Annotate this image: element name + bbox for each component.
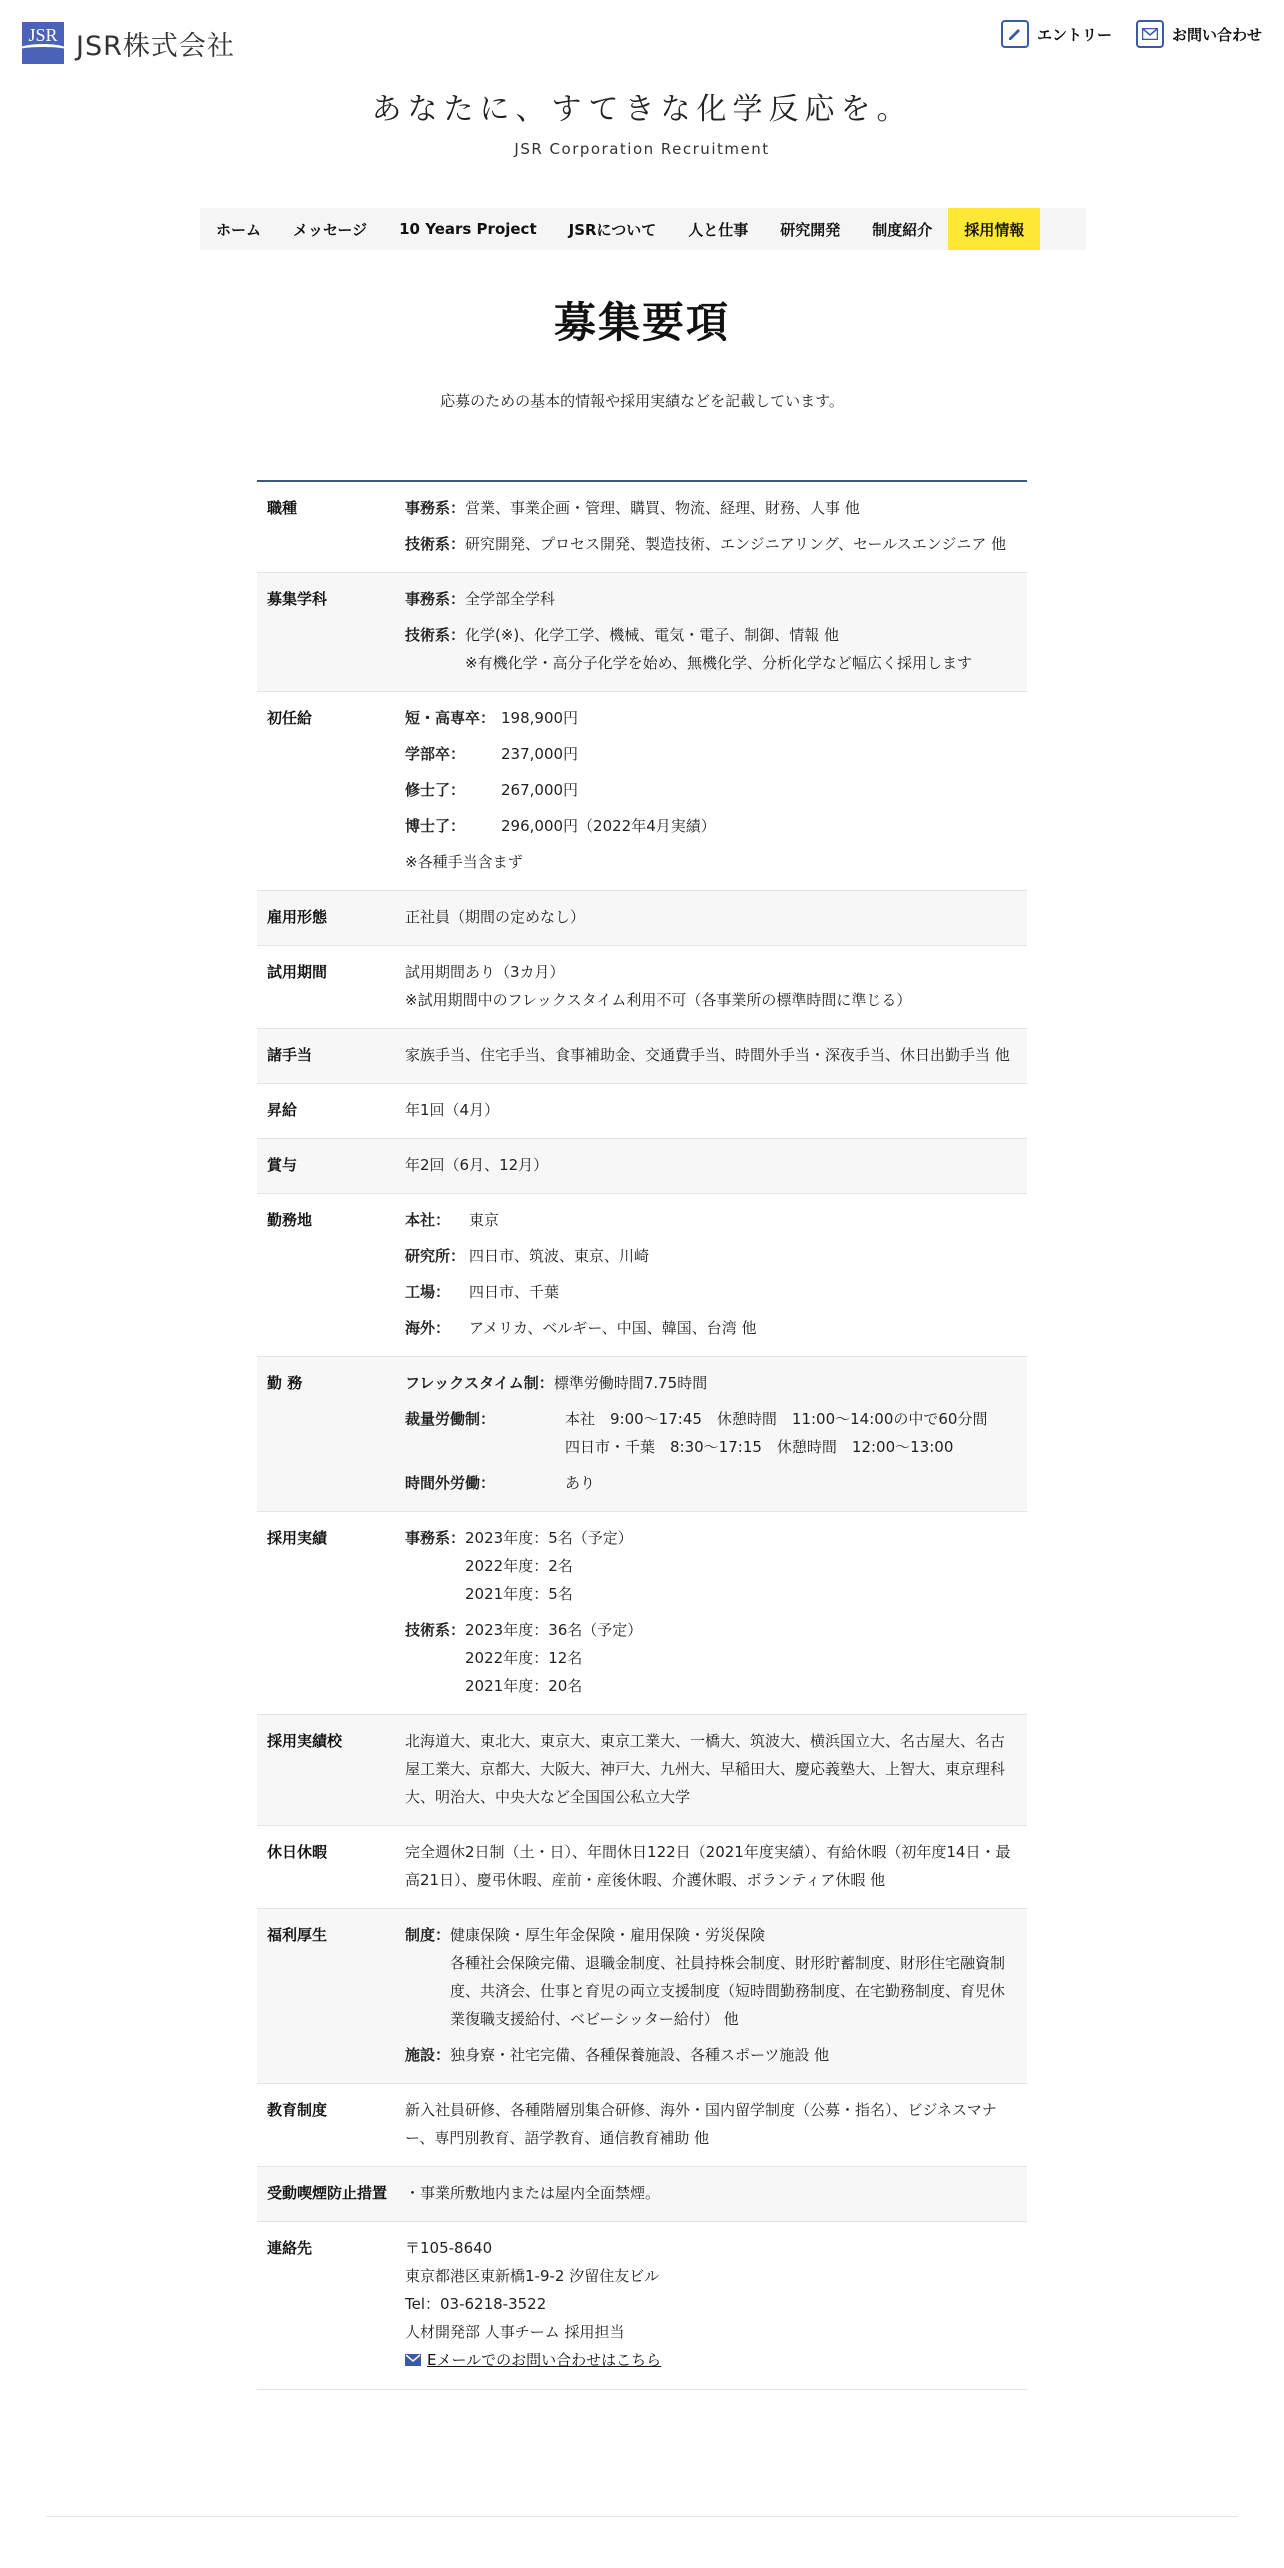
overtime-value: あり [565,1474,596,1492]
mail-icon [1136,20,1164,48]
discretionary-line: 四日市・千葉 8:30～17:15 休憩時間 12:00～13:00 [565,1438,954,1456]
page-lead: 応募のための基本的情報や採用実績などを記載しています。 [440,392,844,410]
record-line: 2021年度：5名 [465,1585,573,1603]
row-work-hours [257,1357,1027,1512]
location-value: 四日市、筑波、東京、川崎 [469,1247,650,1265]
record-line: 2021年度：20名 [465,1677,583,1695]
row-header: 雇用形態 [267,908,328,926]
row-header: 採用実績校 [267,1732,343,1750]
contact-label: お問い合わせ [1171,25,1262,44]
salary-value: 198,900円 [501,709,579,727]
row-header: 初任給 [267,709,313,727]
record-line: 2023年度：5名（予定） [465,1529,633,1547]
record-line: 2022年度：12名 [465,1649,583,1667]
subtagline: JSR Corporation Recruitment [514,140,770,158]
salary-value: 296,000円（2022年4月実績） [501,817,716,835]
row-value: 年2回（6月、12月） [405,1156,549,1174]
row-header: 賞与 [267,1156,298,1174]
row-header: 休日休暇 [267,1843,328,1861]
row-education [257,2084,1027,2167]
contact-tel: Tel：03-6218-3522 [405,2295,547,2313]
row-header: 昇給 [267,1101,298,1119]
overtime-label: 時間外労働： [405,1474,496,1492]
row-welfare [257,1909,1027,2084]
row-header: 福利厚生 [267,1926,328,1944]
top-links [1001,20,1262,48]
logo-wave-icon [22,44,64,58]
tech-note: ※有機化学・高分子化学を始め、無機化学、分析化学など幅広く採用します [465,654,972,672]
tech-label: 技術系： [405,535,466,553]
system-line: 各種社会保険完備、退職金制度、社員持株会制度、財形貯蓄制度、財形住宅融資制度、共済会、仕事と育児の両立支援制度（短時間勤務制度、在宅勤務制度、育児休業復職支援給付、ベビーシッター給付） 他 [450,1954,1006,2028]
pencil-icon [1001,20,1029,48]
footer-divider [46,2516,1238,2517]
record-line: 2023年度：36名（予定） [465,1621,643,1639]
tech-label: 技術系： [405,626,466,644]
row-header: 勤務地 [267,1211,313,1229]
record-line: 2022年度：2名 [465,1557,573,1575]
row-job [257,482,1027,573]
salary-label: 修士了： [405,781,466,799]
office-label: 事務系： [405,590,466,608]
nav-system[interactable]: 制度紹介 [872,220,933,239]
row-header: 教育制度 [267,2101,328,2119]
nav-about-jsr[interactable]: JSRについて [568,220,657,239]
row-allowance [257,1029,1027,1084]
row-bonus [257,1139,1027,1194]
email-inquiry-link[interactable] [405,2346,661,2374]
row-header: 職種 [267,499,298,517]
facility-value: 独身寮・社宅完備、各種保養施設、各種スポーツ施設 他 [450,2046,830,2064]
email-inquiry-label: Eメールでのお問い合わせはこちら [427,2351,662,2369]
location-label: 研究所： [405,1247,466,1265]
nav-people-work[interactable]: 人と仕事 [688,220,749,239]
salary-label: 短・高専卒： [405,709,496,727]
page-title: 募集要項 [553,298,730,347]
row-contact [257,2222,1027,2390]
nav-message[interactable]: メッセージ [293,220,368,239]
row-note: ※試用期間中のフレックスタイム利用不可（各事業所の標準時間に準じる） [405,991,912,1009]
row-raise [257,1084,1027,1139]
location-value: 四日市、千葉 [469,1283,560,1301]
row-location [257,1194,1027,1357]
row-header: 受動喫煙防止措置 [267,2184,388,2202]
row-value: 家族手当、住宅手当、食事補助金、交通費手当、時間外手当・深夜手当、休日出勤手当 他 [405,1046,1010,1064]
entry-label: エントリー [1036,25,1112,44]
row-header: 募集学科 [267,590,328,608]
row-salary [257,692,1027,891]
location-label: 本社： [405,1211,451,1229]
logo-mark-text: JSR [28,25,58,45]
flex-value: 標準労働時間7.75時間 [553,1374,708,1392]
salary-label: 学部卒： [405,745,466,763]
location-label: 工場： [405,1283,451,1301]
nav-recruit-info[interactable]: 採用情報 [948,208,1040,250]
logo[interactable] [22,22,235,64]
row-dept [257,573,1027,692]
row-header: 諸手当 [267,1046,313,1064]
discretionary-line: 本社 9:00～17:45 休憩時間 11:00～14:00の中で60分間 [565,1410,988,1428]
salary-label: 博士了： [405,817,466,835]
row-header: 連絡先 [267,2239,313,2257]
row-holidays [257,1826,1027,1909]
entry-link[interactable] [1001,20,1112,48]
tech-label: 技術系： [405,1621,466,1639]
row-header: 採用実績 [267,1529,328,1547]
site-header [0,0,1284,200]
contact-zip: 〒105-8640 [405,2239,493,2257]
contact-address: 東京都港区東新橋1-9-2 汐留住友ビル [405,2267,660,2285]
row-value: 試用期間あり（3カ月） [405,963,565,981]
row-smoking [257,2167,1027,2222]
row-schools [257,1715,1027,1826]
requirements-table [257,480,1027,2390]
row-value: 正社員（期間の定めなし） [405,908,586,926]
row-hiring-record [257,1512,1027,1715]
row-value: 北海道大、東北大、東京大、東京工業大、一橋大、筑波大、横浜国立大、名古屋大、名古屋工業大、京都大、大阪大、神戸大、九州大、早稲田大、慶応義塾大、上智大、東京理科大、明治大、中央大など全国国公私立大学 [405,1732,1006,1806]
office-label: 事務系： [405,1529,466,1547]
salary-value: 267,000円 [501,781,579,799]
salary-value: 237,000円 [501,745,579,763]
system-label: 制度： [405,1926,451,1944]
row-value: 完全週休2日制（土・日）、年間休日122日（2021年度実績）、有給休暇（初年度14日・最高21日）、慶弔休暇、産前・産後休暇、介護休暇、ボランティア休暇 他 [405,1843,1011,1889]
location-value: アメリカ、ベルギー、中国、韓国、台湾 他 [469,1319,757,1337]
contact-link[interactable] [1136,20,1262,48]
office-value: 営業、事業企画・管理、購買、物流、経理、財務、人事 他 [465,499,860,517]
facility-label: 施設： [405,2046,451,2064]
global-nav [200,208,1086,250]
salary-note: ※各種手当含まず [405,853,523,871]
jsr-logo-mark [22,22,64,64]
contact-dept: 人材開発部 人事チーム 採用担当 [405,2323,625,2341]
row-employment [257,891,1027,946]
location-label: 海外： [405,1319,451,1337]
row-value: 新入社員研修、各種階層別集合研修、海外・国内留学制度（公募・指名）、ビジネスマナー、専門別教育、語学教育、通信教育補助 他 [405,2101,997,2147]
tech-value: 研究開発、プロセス開発、製造技術、エンジニアリング、セールスエンジニア 他 [465,535,1007,553]
row-value: ・事業所敷地内または屋内全面禁煙。 [405,2184,661,2202]
tagline: あなたに、すてきな化学反応を。 [371,92,913,127]
mail-icon [405,2354,421,2366]
nav-10-years-project[interactable]: 10 Years Project [399,220,537,238]
flex-label: フレックスタイム制： [405,1374,554,1392]
row-header: 試用期間 [267,963,328,981]
office-value: 全学部全学科 [465,590,556,608]
system-line: 健康保険・厚生年金保険・雇用保険・労災保険 [450,1926,766,1944]
row-trial [257,946,1027,1029]
location-value: 東京 [469,1211,500,1229]
row-value: 年1回（4月） [405,1101,500,1119]
office-label: 事務系： [405,499,466,517]
nav-research[interactable]: 研究開発 [780,220,841,239]
row-header: 勤 務 [267,1374,303,1392]
discretionary-label: 裁量労働制： [405,1410,496,1428]
nav-home[interactable]: ホーム [216,220,262,239]
logo-text: JSR株式会社 [76,30,235,62]
tech-value: 化学(※)、化学工学、機械、電気・電子、制御、情報 他 [465,626,840,644]
